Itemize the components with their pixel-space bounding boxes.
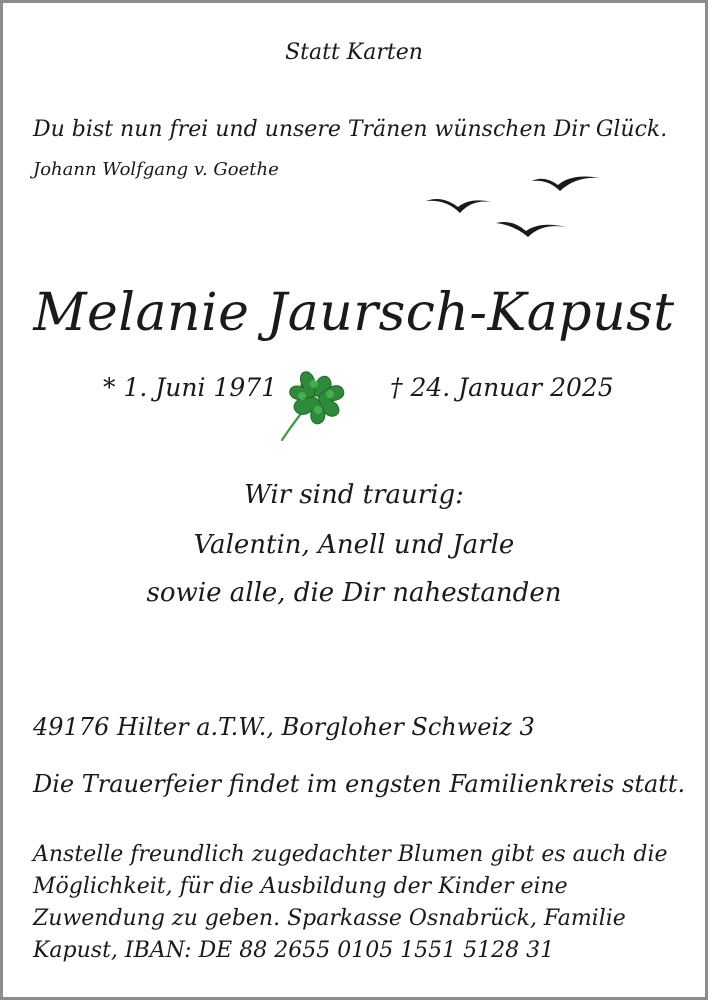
donation-line: Möglichkeit, für die Ausbildung der Kinder eine <box>33 874 568 899</box>
donation-line: Zuwendung zu geben. Sparkasse Osnabrück, Familie <box>33 906 626 931</box>
donation-line: Anstelle freundlich zugedachter Blumen gibt es auch die <box>33 842 668 867</box>
ceremony-notice: Die Trauerfeier findet im engsten Familienkreis statt. <box>33 770 686 798</box>
notice-heading: Statt Karten <box>285 40 423 65</box>
birth-date: * 1. Juni 1971 <box>103 373 278 402</box>
donation-notice <box>33 839 668 967</box>
death-date: † 24. Januar 2025 <box>390 373 614 402</box>
mourners-names: Valentin, Anell und Jarle <box>193 530 515 560</box>
deceased-name: Melanie Jaursch-Kapust <box>33 283 675 343</box>
quote-author: Johann Wolfgang v. Goethe <box>33 159 279 180</box>
flying-birds-icon <box>420 165 610 245</box>
quote-text: Du bist nun frei und unsere Tränen wünschen Dir Glück. <box>33 117 668 142</box>
mourners-intro: Wir sind traurig: <box>244 480 464 510</box>
mourners-others: sowie alle, die Dir nahestanden <box>146 578 562 608</box>
four-leaf-clover-icon <box>276 358 360 444</box>
family-address: 49176 Hilter a.T.W., Borgloher Schweiz 3 <box>33 713 535 741</box>
donation-line: Kapust, IBAN: DE 88 2655 0105 1551 5128 31 <box>33 938 555 963</box>
